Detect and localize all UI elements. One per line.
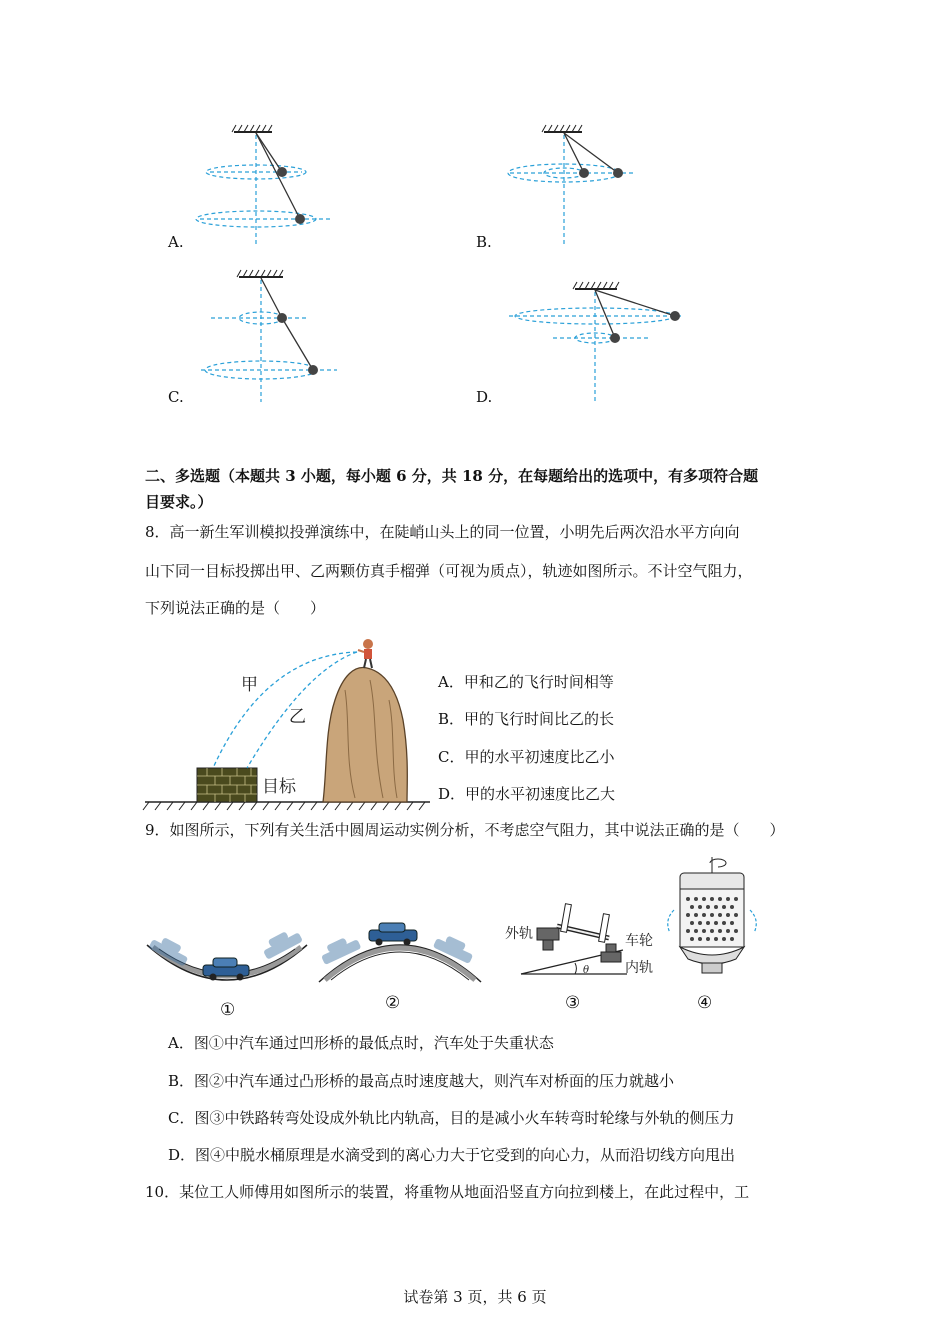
q8-stem-line1: 8．高一新生军训模拟投弹演练中，在陡峭山头上的同一位置，小明先后两次沿水平方向向 xyxy=(145,523,740,541)
q9-figure-number-3: ③ xyxy=(565,993,581,1013)
q9-option-c: C．图③中铁路转弯处设成外轨比内轨高，目的是减小火车转弯时轮缘与外轨的侧压力 xyxy=(168,1109,735,1127)
q9-figure-number-2: ② xyxy=(385,993,401,1013)
q9-figure-3-railway-curve xyxy=(505,900,665,985)
q7-option-a-label: A. xyxy=(168,233,184,251)
q7-option-c-label: C. xyxy=(168,388,184,406)
q9-figure-4-spin-dryer xyxy=(660,855,770,985)
q9-stem: 9．如图所示，下列有关生活中圆周运动实例分析，不考虑空气阻力，其中说法正确的是（ ） xyxy=(145,821,785,839)
q8-label-target: 目标 xyxy=(262,777,296,797)
q8-option-c: C．甲的水平初速度比乙小 xyxy=(438,748,615,766)
q9-figure-2-convex-bridge xyxy=(315,918,485,988)
q7-figure-d xyxy=(505,282,695,407)
q9-option-d: D．图④中脱水桶原理是水滴受到的离心力大于它受到的向心力，从而沿切线方向甩出 xyxy=(168,1146,736,1164)
q10-stem-line1: 10．某位工人师傅用如图所示的装置，将重物从地面沿竖直方向拉到楼上，在此过程中，工 xyxy=(145,1183,750,1201)
q7-figure-c xyxy=(195,270,355,405)
q7-figure-a xyxy=(190,125,350,255)
q8-stem-line3: 下列说法正确的是（ ） xyxy=(145,599,326,617)
q9-label-theta: θ xyxy=(583,965,590,976)
q7-figure-b xyxy=(500,125,660,255)
q9-figure-1-concave-bridge xyxy=(145,925,310,995)
q7-option-b-label: B. xyxy=(476,233,492,251)
q8-option-a: A．甲和乙的飞行时间相等 xyxy=(438,673,614,691)
q8-projectile-figure xyxy=(145,630,435,815)
q8-option-b: B．甲的飞行时间比乙的长 xyxy=(438,710,615,728)
q9-label-wheel: 车轮 xyxy=(625,933,653,949)
q9-figure-number-1: ① xyxy=(220,1000,236,1020)
q9-figure-number-4: ④ xyxy=(697,993,713,1013)
q8-stem-line2: 山下同一目标投掷出甲、乙两颗仿真手榴弹（可视为质点），轨迹如图所示。不计空气阻力， xyxy=(145,562,753,580)
page-footer: 试卷第 3 页，共 6 页 xyxy=(403,1288,547,1306)
q9-option-b: B．图②中汽车通过凸形桥的最高点时速度越大，则汽车对桥面的压力就越小 xyxy=(168,1072,675,1090)
q8-label-yi: 乙 xyxy=(289,707,306,727)
q9-label-outer-rail: 外轨 xyxy=(505,926,533,942)
q9-option-a: A．图①中汽车通过凹形桥的最低点时，汽车处于失重状态 xyxy=(168,1034,554,1052)
q9-label-inner-rail: 内轨 xyxy=(625,960,653,976)
section2-heading-line2: 目要求。） xyxy=(145,493,213,511)
section2-heading-line1: 二、多选题（本题共 3 小题，每小题 6 分，共 18 分，在每题给出的选项中，有多项符合题 xyxy=(145,467,759,485)
q8-option-d: D．甲的水平初速度比乙大 xyxy=(438,785,616,803)
q8-label-jia: 甲 xyxy=(241,675,258,695)
q7-option-d-label: D. xyxy=(476,388,493,406)
